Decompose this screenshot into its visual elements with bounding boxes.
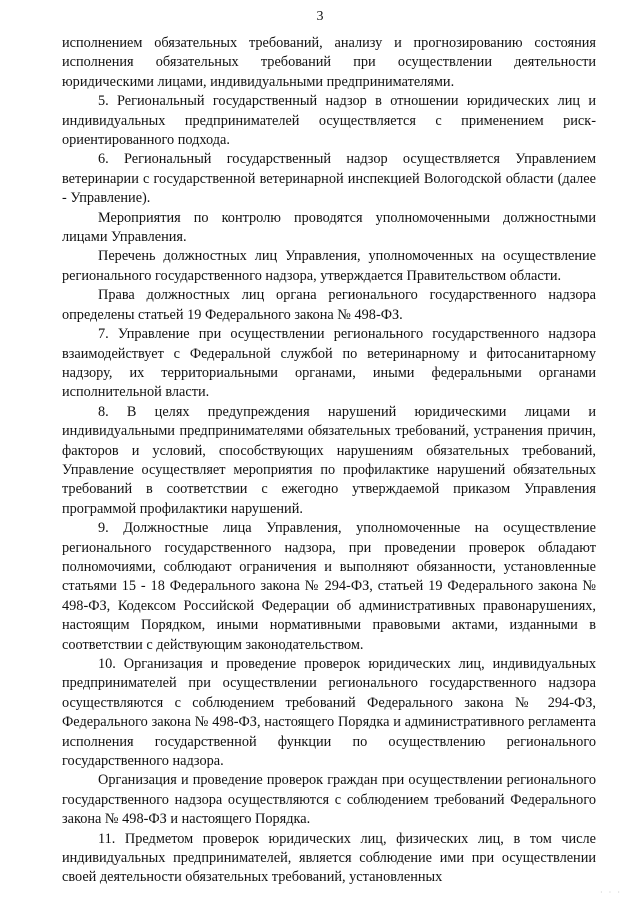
paragraph-7: 7. Управление при осуществлении регионального государственного надзора взаимодействует с Федеральной службой по ветеринарному и фитосанитарному надзору, их территориальными органами, иными федеральными органами исполнительной власти. xyxy=(62,326,596,401)
page-number: 3 xyxy=(316,9,324,24)
paragraph-11: 11. Предметом проверок юридических лиц, физических лиц, в том числе индивидуальных предпринимателей, является соблюдение ими при осуществлении своей деятельности обязательных требований, установленных xyxy=(62,830,596,886)
paragraph-6-officials-rights: Права должностных лиц органа регионального государственного надзора определены статьей 19 Федерального закона № 498-ФЗ. xyxy=(62,287,596,323)
paragraph-8: 8. В целях предупреждения нарушений юридическими лицами и индивидуальными предпринимателями обязательных требований, устранения причин, факторов и условий, способствующих нарушениям обязательных требований, Управление осуществляет мероприятия по профилактике нарушений обязательных требований в соответствии с ежегодно утверждаемой приказом Управления программой профилактики нарушений. xyxy=(62,403,596,517)
paragraph-9: 9. Должностные лица Управления, уполномоченные на осуществление регионального государственного надзора, при проведении проверок обладают полномочиями, соблюдают ограничения и выполняют обязанности, установленные статьями 15 - 18 Федерального закона № 294-ФЗ, статьей 19 Федерального закона № 498-ФЗ, Кодексом Российской Федерации об административных правонарушениях, настоящим Порядком, иными нормативными правовыми актами, изданными в соответствии с действующим законодательством. xyxy=(62,520,596,653)
paragraph-continuation: исполнением обязательных требований, анализу и прогнозированию состояния исполнения обязательных требований при осуществлении деятельности юридическими лицами, индивидуальными предпринимателями. xyxy=(62,35,596,90)
paragraph-10-citizens-inspections: Организация и проведение проверок граждан при осуществлении регионального государственного надзора осуществляются с соблюдением требований Федерального закона № 498-ФЗ и настоящего Порядка. xyxy=(62,772,596,828)
document-body xyxy=(62,34,596,888)
paragraph-10: 10. Организация и проведение проверок юридических лиц, индивидуальных предпринимателей при осуществлении регионального государственного надзора осуществляются с соблюдением требований Федерального закона № 294-ФЗ, Федерального закона № 498-ФЗ, настоящего Порядка и административного регламента исполнения государственной функции по осуществлению регионального государственного надзора. xyxy=(62,656,596,770)
paragraph-5: 5. Региональный государственный надзор в отношении юридических лиц и индивидуальных предпринимателей осуществляется с применением риск-ориентированного подхода. xyxy=(62,93,596,149)
paragraph-6: 6. Региональный государственный надзор осуществляется Управлением ветеринарии с государственной ветеринарной инспекцией Вологодской области (далее - Управление). xyxy=(62,151,596,207)
paragraph-6-control-measures: Мероприятия по контролю проводятся уполномоченными должностными лицами Управления. xyxy=(62,209,596,246)
paragraph-6-officials-list: Перечень должностных лиц Управления, уполномоченных на осуществление регионального государственного надзора, утверждается Правительством области. xyxy=(62,248,596,284)
scan-speck: · · · xyxy=(600,888,622,897)
